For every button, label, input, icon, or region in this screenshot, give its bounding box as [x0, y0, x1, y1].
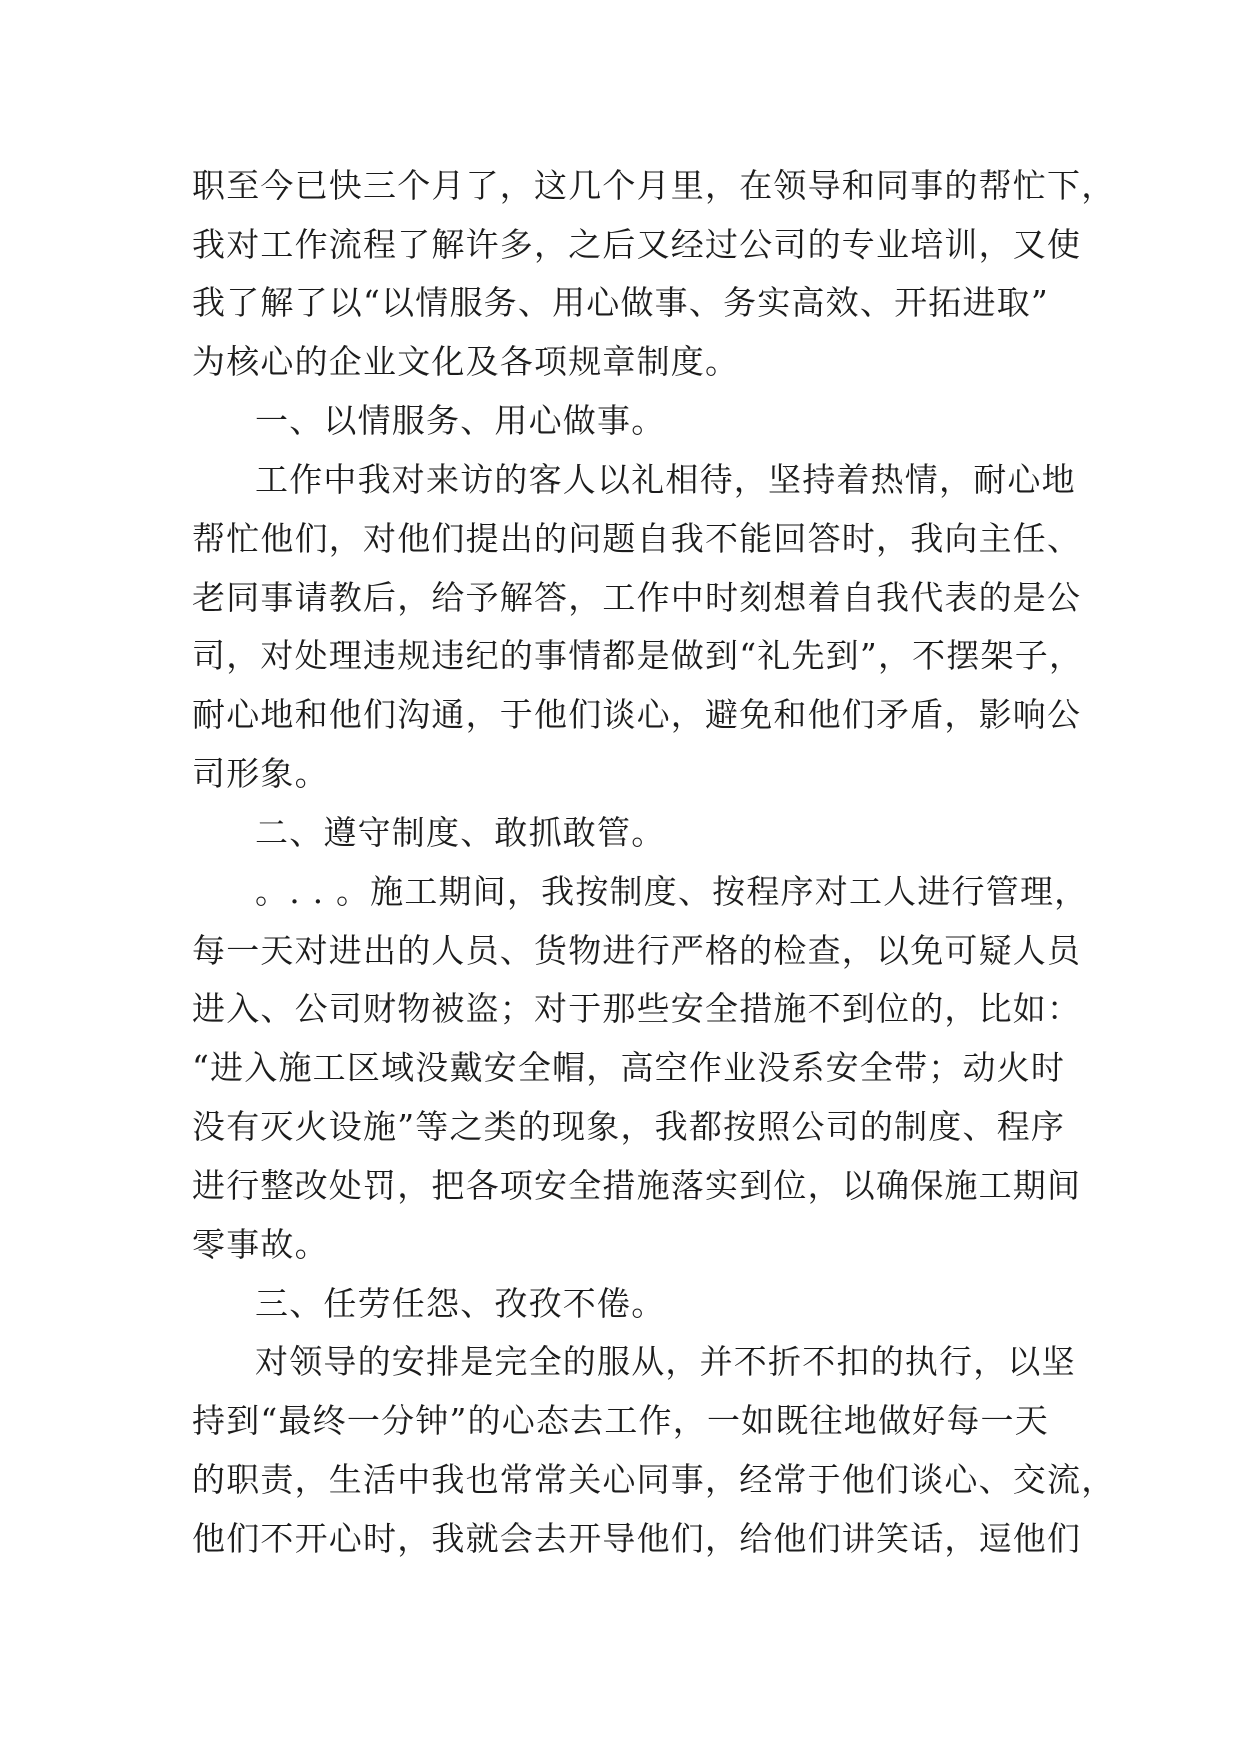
paragraph-line: 对领导的安排是完全的服从，并不折不扣的执行，以坚 — [255, 1342, 1076, 1381]
section-heading: 三、任劳任怨、孜孜不倦。 — [255, 1284, 666, 1323]
paragraph-line: 我对工作流程了解许多，之后又经过公司的专业培训，又使 — [192, 225, 1082, 264]
paragraph-line: 耐心地和他们沟通，于他们谈心，避免和他们矛盾，影响公 — [192, 695, 1082, 734]
paragraph-line: 为核心的企业文化及各项规章制度。 — [192, 342, 740, 381]
paragraph-line: 帮忙他们，对他们提出的问题自我不能回答时，我向主任、 — [192, 519, 1082, 558]
paragraph-line: 持到“最终一分钟”的心态去工作，一如既往地做好每一天 — [192, 1401, 1049, 1440]
paragraph-line: 零事故。 — [192, 1225, 329, 1264]
paragraph-line: 司形象。 — [192, 754, 329, 793]
paragraph-line: 我了解了以“以情服务、用心做事、务实高效、开拓进取” — [192, 283, 1049, 322]
paragraph-line: 他们不开心时，我就会去开导他们，给他们讲笑话，逗他们 — [192, 1519, 1082, 1558]
section-heading: 一、以情服务、用心做事。 — [255, 401, 666, 440]
section-heading: 二、遵守制度、敢抓敢管。 — [255, 813, 666, 852]
paragraph-line: 工作中我对来访的客人以礼相待，坚持着热情，耐心地 — [255, 460, 1076, 499]
paragraph-line: 没有灭火设施”等之类的现象，我都按照公司的制度、程序 — [192, 1107, 1066, 1146]
paragraph-line: 职至今已快三个月了，这几个月里，在领导和同事的帮忙下， — [192, 166, 1116, 205]
paragraph-line: 司，对处理违规违纪的事情都是做到“礼先到”，不摆架子， — [192, 636, 1084, 675]
paragraph-line: “进入施工区域没戴安全帽，高空作业没系安全带；动火时 — [192, 1048, 1066, 1087]
paragraph-line: 老同事请教后，给予解答，工作中时刻想着自我代表的是公 — [192, 578, 1082, 617]
paragraph-line: 的职责，生活中我也常常关心同事，经常于他们谈心、交流， — [192, 1460, 1116, 1499]
paragraph-line: 每一天对进出的人员、货物进行严格的检查，以免可疑人员 — [192, 931, 1082, 970]
paragraph-line: 。. . 。施工期间，我按制度、按程序对工人进行管理， — [255, 872, 1089, 911]
paragraph-line: 进入、公司财物被盗；对于那些安全措施不到位的，比如： — [192, 989, 1082, 1028]
paragraph-line: 进行整改处罚，把各项安全措施落实到位，以确保施工期间 — [192, 1166, 1082, 1205]
